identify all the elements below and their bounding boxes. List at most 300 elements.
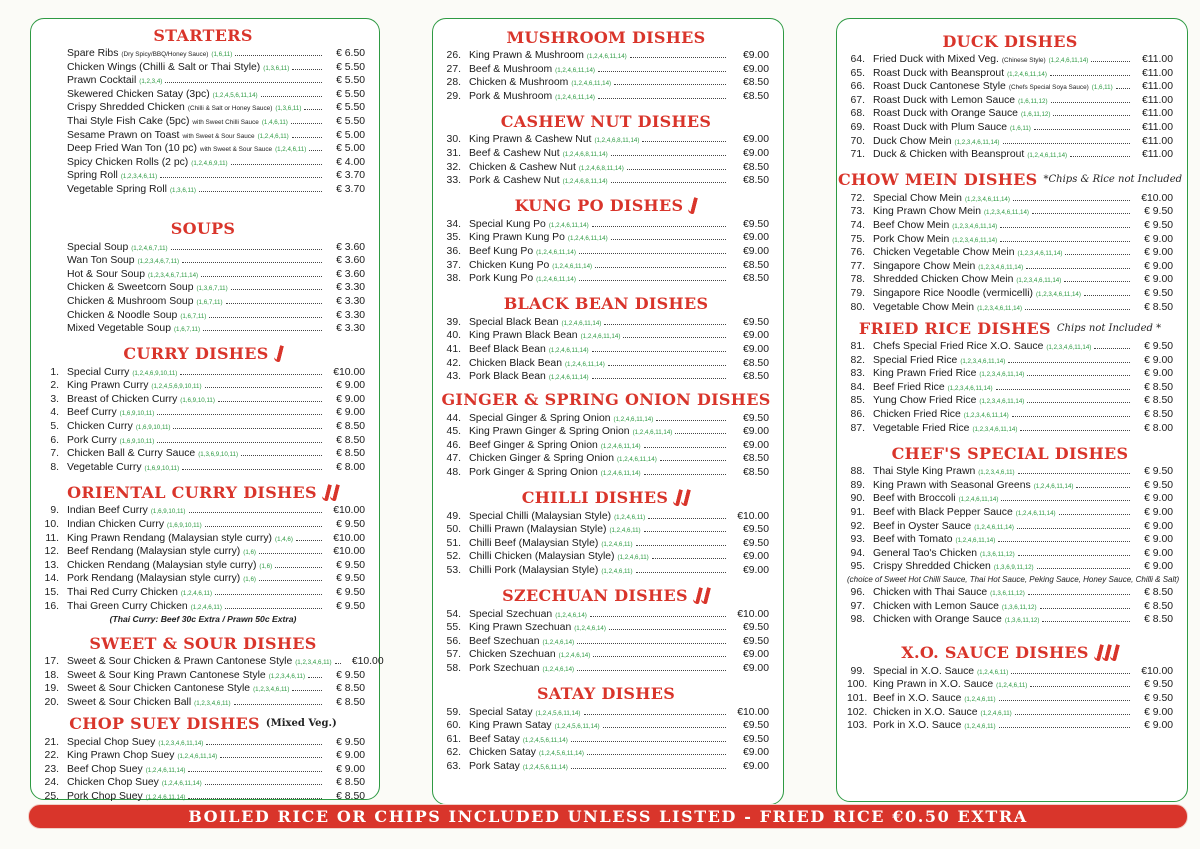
item-name: Chilli Pork (Malaysian Style) xyxy=(469,565,599,577)
item-name: Special Chop Suey xyxy=(67,736,156,748)
item-price: € 3.60 xyxy=(336,268,365,280)
allergen-codes: (1,2,4,6,11) xyxy=(614,513,646,521)
item-name: Duck & Chicken with Beansprout xyxy=(873,149,1025,161)
allergen-codes: (1,2,3,4) xyxy=(139,78,163,86)
item-name: Pork Rendang (Malaysian style curry) xyxy=(67,573,241,585)
item-description: (Chilli & Salt or Honey Sauce) xyxy=(187,105,273,113)
menu-item xyxy=(847,665,1173,679)
allergen-codes: (1,2,3,4,6,11,14) xyxy=(960,357,1006,365)
item-price: € 9.50 xyxy=(336,669,365,681)
allergen-codes: (1,2,3,4,6,11,14) xyxy=(952,236,998,244)
section-title: FRIED RICE DISHES xyxy=(858,318,1051,338)
item-number: 58. xyxy=(446,663,461,674)
section-heading xyxy=(847,29,1173,53)
item-name: Beef Chop Suey xyxy=(67,763,143,775)
allergen-codes: (1,2,3,4,6,11,14) xyxy=(947,384,993,392)
allergen-codes: (1,2,4,5,6,11,14) xyxy=(554,723,600,731)
allergen-codes: (1,2,4,6,11,14) xyxy=(1007,70,1047,78)
dot-leader xyxy=(1020,430,1130,431)
dot-leader xyxy=(1011,673,1130,674)
allergen-codes: (1,2,4,5,6,11,14) xyxy=(535,709,581,717)
item-price: €10.00 xyxy=(737,608,769,620)
item-number: 7. xyxy=(50,448,59,460)
item-name: Pork Kung Po xyxy=(469,273,534,285)
section-heading xyxy=(443,292,769,316)
menu-item xyxy=(41,295,365,309)
item-price: €8.50 xyxy=(742,467,769,479)
allergen-codes: (1,2,3,4,6,11) xyxy=(268,672,306,680)
allergen-codes: (1,6,9,10,11) xyxy=(150,508,186,516)
dot-leader xyxy=(1018,473,1130,474)
item-number: 5. xyxy=(50,421,59,433)
dot-leader xyxy=(1040,608,1130,609)
item-number: 59. xyxy=(446,706,461,718)
dot-leader xyxy=(275,567,322,568)
item-price: € 9.50 xyxy=(1144,206,1173,218)
allergen-codes: (1,6,9,10,11) xyxy=(135,424,171,432)
allergen-codes: (1,6,7,11) xyxy=(180,312,207,320)
item-name: King Prawn Curry xyxy=(67,380,149,392)
item-number: 49. xyxy=(446,510,461,522)
allergen-codes: (1,2,4,6,9,10,11) xyxy=(132,369,178,377)
item-number: 69. xyxy=(850,121,865,133)
dot-leader xyxy=(205,784,322,785)
menu-section xyxy=(443,682,769,774)
item-name: Beef Curry xyxy=(67,407,117,419)
item-description: (Chinese Style) xyxy=(1001,57,1046,64)
menu-item xyxy=(443,49,769,63)
menu-item xyxy=(443,466,769,480)
item-description: (Dry Spicy/BBQ/Honey Sauce) xyxy=(121,51,209,58)
allergen-codes: (1,2,3,4,6,11,14) xyxy=(1046,344,1092,352)
item-name: Pork Curry xyxy=(67,434,117,446)
item-number: 85. xyxy=(850,395,865,407)
item-name: Chilli Prawn (Malaysian Style) xyxy=(469,524,607,536)
menu-item xyxy=(443,259,769,273)
menu-section xyxy=(41,480,365,625)
allergen-codes: (1,2,4,6,11) xyxy=(257,132,289,140)
section-heading xyxy=(41,480,365,504)
item-price: € 9.50 xyxy=(1144,466,1173,478)
item-price: € 3.60 xyxy=(336,241,365,253)
menu-item xyxy=(847,67,1173,81)
item-number: 16. xyxy=(44,600,59,612)
item-name: Pork Chow Mein xyxy=(873,233,950,245)
dot-leader xyxy=(999,700,1130,701)
item-price: € 9.00 xyxy=(336,380,365,392)
dot-leader xyxy=(291,123,322,124)
item-number: 10. xyxy=(44,519,59,531)
item-number: 82. xyxy=(850,354,865,366)
dot-leader xyxy=(656,420,726,421)
allergen-codes: (1,2,3,4,6,7,11,14) xyxy=(147,271,199,279)
allergen-codes: (1,6,7,11) xyxy=(173,326,201,334)
item-name: Chicken & Cashew Nut xyxy=(469,161,576,173)
menu-item xyxy=(443,760,769,774)
dot-leader xyxy=(644,474,726,475)
section-title: BLACK BEAN DISHES xyxy=(503,294,709,314)
item-name: Singapore Rice Noodle (vermicelli) xyxy=(873,287,1033,299)
dot-leader xyxy=(614,84,726,85)
allergen-codes: (1,6,9,10,11) xyxy=(180,396,215,404)
item-name: King Prawn with Seasonal Greens xyxy=(873,479,1031,491)
item-number: 60. xyxy=(446,720,461,732)
item-name: Special Kung Po xyxy=(469,218,546,230)
item-number: 57. xyxy=(446,649,461,661)
dot-leader xyxy=(598,71,726,72)
chilli-rating xyxy=(674,489,690,506)
dot-leader xyxy=(205,387,322,388)
allergen-codes: (1,2,3,4,6,11,14) xyxy=(984,209,1029,217)
dot-leader xyxy=(611,155,726,156)
allergen-codes: (1,2,4,6,11) xyxy=(275,146,307,154)
item-price: €8.50 xyxy=(742,175,769,187)
menu-item xyxy=(847,148,1173,162)
item-price: € 9.00 xyxy=(1144,493,1173,505)
item-name: Chilli Beef (Malaysian Style) xyxy=(469,537,599,549)
menu-item xyxy=(847,586,1173,600)
allergen-codes: (1,2,4,6,14) xyxy=(542,638,575,646)
allergen-codes: (1,2,4,6,11,14) xyxy=(616,456,657,464)
allergen-codes: (1,2,3,4,6,11) xyxy=(253,686,290,694)
menu-item xyxy=(41,156,365,170)
item-price: € 4.00 xyxy=(336,156,365,168)
item-price: €8.50 xyxy=(742,371,769,383)
dot-leader xyxy=(188,771,322,772)
menu-item xyxy=(847,107,1173,121)
item-number: 66. xyxy=(850,81,865,93)
item-price: €9.00 xyxy=(742,426,769,438)
item-number: 68. xyxy=(850,108,865,120)
dot-leader xyxy=(1008,362,1130,363)
dot-leader xyxy=(577,643,726,644)
dot-leader xyxy=(231,289,322,290)
allergen-codes: (1,2,4,6,11,14) xyxy=(548,374,589,382)
allergen-codes: (1,6,9,10,11) xyxy=(144,464,180,472)
menu-item xyxy=(847,492,1173,506)
dot-leader xyxy=(1000,241,1130,242)
dot-leader xyxy=(1012,416,1130,417)
section-title: STARTERS xyxy=(153,25,253,45)
section-heading xyxy=(847,441,1173,465)
menu-item xyxy=(41,696,365,710)
menu-item xyxy=(41,268,365,282)
menu-item xyxy=(41,88,365,102)
item-name: Beef Kung Po xyxy=(469,245,534,257)
item-name: General Tao's Chicken xyxy=(873,547,978,559)
item-price: €9.00 xyxy=(742,649,769,661)
menu-item xyxy=(443,425,769,439)
item-name: Thai Green Curry Chicken xyxy=(67,600,188,612)
item-name: Breast of Chicken Curry xyxy=(67,393,178,405)
section-title: CURRY DISHES xyxy=(123,344,269,364)
item-number: 84. xyxy=(850,381,865,393)
allergen-codes: (1,6) xyxy=(243,549,256,557)
item-number: 8. xyxy=(50,461,59,473)
allergen-codes: (1,2,4,6,11,14) xyxy=(958,496,999,504)
allergen-codes: (1,6,9,10,11) xyxy=(119,437,155,445)
dot-leader xyxy=(201,276,322,277)
item-name: Chicken Fried Rice xyxy=(873,409,961,421)
allergen-codes: (1,2,3,4,6,11,14) xyxy=(964,195,1010,203)
menu-item xyxy=(443,218,769,232)
item-number: 93. xyxy=(850,534,865,546)
menu-section xyxy=(41,342,365,475)
item-name: Spring Roll xyxy=(67,170,118,182)
menu-item xyxy=(443,63,769,77)
menu-item xyxy=(41,393,365,407)
dot-leader xyxy=(611,182,726,183)
item-price: € 8.00 xyxy=(336,461,365,473)
item-number: 38. xyxy=(446,273,461,285)
menu-section xyxy=(847,29,1173,162)
dot-leader xyxy=(1084,295,1130,296)
item-number: 67. xyxy=(850,94,865,106)
item-name: Chicken Vegetable Chow Mein xyxy=(873,247,1015,259)
allergen-codes: (1,2,4,6,11) xyxy=(996,682,1028,690)
item-name: Pork Satay xyxy=(469,760,520,772)
dot-leader xyxy=(590,616,726,617)
allergen-codes: (1,3,6,9,10,11) xyxy=(198,451,239,459)
dot-leader xyxy=(160,177,322,178)
dot-leader xyxy=(1003,143,1131,144)
dot-leader xyxy=(660,460,726,461)
item-price: €11.00 xyxy=(1141,149,1173,161)
item-name: Mixed Vegetable Soup xyxy=(67,323,171,335)
item-number: 20. xyxy=(44,696,59,708)
menu-item xyxy=(443,174,769,188)
item-price: € 9.00 xyxy=(336,407,365,419)
item-number: 99. xyxy=(850,665,865,677)
dot-leader xyxy=(1050,75,1130,76)
item-price: €9.00 xyxy=(742,551,769,563)
item-price: € 8.50 xyxy=(336,790,365,802)
item-name: Sweet & Sour Chicken & Prawn Cantonese Style xyxy=(67,656,293,668)
item-price: € 9.00 xyxy=(336,750,365,762)
menu-item xyxy=(41,169,365,183)
item-price: € 9.50 xyxy=(336,600,365,612)
allergen-codes: (1,2,4,6,11,14) xyxy=(613,415,654,423)
allergen-codes: (1,2,4,6,11,14) xyxy=(1033,482,1074,490)
dot-leader xyxy=(1030,686,1130,687)
allergen-codes: (1,3,6,11,12) xyxy=(990,590,1025,597)
allergen-codes: (1,2,4,6,11,14) xyxy=(145,766,186,774)
item-number: 32. xyxy=(446,161,461,173)
item-name: Duck Chow Mein xyxy=(873,135,952,147)
item-price: € 9.50 xyxy=(336,573,365,585)
item-price: € 3.30 xyxy=(336,295,365,307)
item-price: €10.00 xyxy=(737,706,769,718)
menu-item xyxy=(443,133,769,147)
item-price: € 8.00 xyxy=(1144,422,1173,434)
item-name: Chicken Satay xyxy=(469,747,536,759)
item-number: 61. xyxy=(446,733,461,745)
allergen-codes: (1,2,4,5,6,11,14) xyxy=(522,763,568,771)
menu-section xyxy=(847,316,1173,435)
dot-leader xyxy=(1018,555,1130,556)
item-name: Pork Chop Suey xyxy=(67,790,143,802)
menu-item xyxy=(847,394,1173,408)
menu-item xyxy=(41,309,365,323)
item-description: with Sweet & Sour Sauce xyxy=(182,132,255,140)
dot-leader xyxy=(209,317,322,318)
item-number: 77. xyxy=(850,260,865,272)
item-name: Beef with Black Pepper Sauce xyxy=(873,507,1013,519)
menu-item xyxy=(41,763,365,777)
item-price: € 5.00 xyxy=(336,129,365,141)
item-number: 96. xyxy=(850,587,865,598)
allergen-codes: (1,6,11) xyxy=(1091,84,1113,92)
allergen-codes: (1,2,4,6,11,14) xyxy=(145,793,186,801)
item-price: € 3.30 xyxy=(336,282,365,294)
item-name: Shredded Chicken Chow Mein xyxy=(873,274,1014,286)
allergen-codes: (1,3,6,9,11,12) xyxy=(993,564,1034,572)
dot-leader xyxy=(171,249,322,250)
item-price: € 3.70 xyxy=(336,183,365,195)
section-title: SOUPS xyxy=(170,219,236,239)
menu-item xyxy=(847,121,1173,135)
item-name: King Prawn Satay xyxy=(469,720,552,732)
menu-item xyxy=(443,161,769,175)
item-price: € 9.00 xyxy=(1144,706,1173,718)
allergen-codes: (1,2,4,6,11,14) xyxy=(552,262,593,270)
item-price: € 8.50 xyxy=(336,448,365,460)
allergen-codes: (1,2,3,4,6,11,14) xyxy=(972,425,1018,433)
allergen-codes: (1,2,3,4,6,11,14) xyxy=(979,398,1025,406)
dot-leader xyxy=(579,253,726,254)
menu-item xyxy=(847,354,1173,368)
item-price: €10.00 xyxy=(1141,192,1173,204)
allergen-codes: (1,2,4,6,11,14) xyxy=(548,346,589,354)
dot-leader xyxy=(157,414,322,415)
item-price: €10.00 xyxy=(333,366,365,378)
dot-leader xyxy=(608,365,726,366)
dot-leader xyxy=(1094,348,1130,349)
item-price: € 5.50 xyxy=(336,61,365,73)
menu-item xyxy=(41,572,365,586)
dot-leader xyxy=(241,455,322,456)
section-heading xyxy=(443,584,769,608)
item-name: Pork & Cashew Nut xyxy=(469,175,560,187)
dot-leader xyxy=(604,324,726,325)
dot-leader xyxy=(571,741,726,742)
section-title: CASHEW NUT DISHES xyxy=(500,111,712,131)
allergen-codes: (1,2,4,6,11) xyxy=(617,554,649,562)
menu-item xyxy=(443,564,769,578)
dot-leader xyxy=(996,389,1130,390)
item-name: Roast Duck with Beansprout xyxy=(873,67,1005,79)
item-name: Beef Black Bean xyxy=(469,343,546,355)
allergen-codes: (1,2,4,6,11,14) xyxy=(974,523,1014,531)
item-price: € 5.50 xyxy=(336,102,365,114)
allergen-codes: (1,6,9,10,11) xyxy=(119,410,155,418)
item-number: 26. xyxy=(446,50,461,61)
menu-item xyxy=(41,600,365,614)
menu-item xyxy=(847,706,1173,720)
dot-leader xyxy=(998,541,1130,542)
menu-item xyxy=(443,76,769,90)
item-number: 101. xyxy=(847,692,868,704)
chilli-rating xyxy=(275,345,283,362)
item-price: €9.00 xyxy=(742,565,769,577)
menu-item xyxy=(443,648,769,662)
dot-leader xyxy=(206,744,322,745)
item-price: €10.00 xyxy=(333,546,365,558)
allergen-codes: (1,2,4,6,14) xyxy=(558,652,591,660)
item-name: Singapore Chow Mein xyxy=(873,260,976,272)
item-price: €9.50 xyxy=(742,218,769,230)
menu-item xyxy=(443,370,769,384)
dot-leader xyxy=(571,768,726,769)
item-price: € 8.50 xyxy=(1144,301,1173,313)
item-number: 50. xyxy=(446,524,461,536)
item-number: 90. xyxy=(850,493,865,505)
menu-item xyxy=(847,205,1173,219)
menu-item xyxy=(41,532,365,546)
item-price: € 9.00 xyxy=(1144,260,1173,272)
menu-section xyxy=(41,23,365,197)
item-number: 40. xyxy=(446,330,461,342)
menu-item xyxy=(41,183,365,197)
menu-column-1 xyxy=(30,18,384,802)
item-number: 76. xyxy=(850,247,865,259)
dot-leader xyxy=(1000,227,1130,228)
item-name: Thai Red Curry Chicken xyxy=(67,587,178,598)
dot-leader xyxy=(1076,487,1130,488)
allergen-codes: (1,2,3,4,6,11,14) xyxy=(1016,277,1062,285)
menu-item xyxy=(41,142,365,156)
dot-leader xyxy=(1059,514,1130,515)
item-name: Special Soup xyxy=(67,241,129,253)
item-number: 91. xyxy=(850,507,865,519)
dot-leader xyxy=(652,558,726,559)
menu-item xyxy=(443,412,769,426)
chilli-icon xyxy=(273,345,284,363)
item-number: 21. xyxy=(44,736,59,748)
dot-leader xyxy=(189,512,323,513)
item-name: Special Szechuan xyxy=(469,608,553,620)
item-number: 55. xyxy=(446,622,461,634)
menu-item xyxy=(41,366,365,380)
item-price: € 9.50 xyxy=(336,519,365,531)
item-name: Chicken Chop Suey xyxy=(67,777,159,789)
dot-leader xyxy=(1037,568,1130,569)
item-name: Beef Ginger & Spring Onion xyxy=(469,439,598,451)
item-name: Chilli Chicken (Malaysian Style) xyxy=(469,551,615,563)
dot-leader xyxy=(1091,61,1130,62)
menu-item xyxy=(41,281,365,295)
menu-section xyxy=(838,168,1183,314)
item-price: €8.50 xyxy=(742,77,769,89)
allergen-codes: (1,6) xyxy=(259,562,273,570)
dot-leader xyxy=(296,540,322,541)
item-price: € 9.50 xyxy=(336,559,365,571)
menu-item xyxy=(41,447,365,461)
item-price: € 9.50 xyxy=(1144,679,1173,691)
dot-leader xyxy=(648,518,726,519)
item-price: € 8.50 xyxy=(1144,587,1173,598)
item-price: €9.50 xyxy=(742,524,769,536)
menu-item xyxy=(847,381,1173,395)
item-number: 94. xyxy=(850,547,865,559)
item-name: Pork Black Bean xyxy=(469,371,546,383)
allergen-codes: (1,2,4,6,11,14) xyxy=(548,221,589,229)
chilli-icon xyxy=(687,197,698,215)
item-number: 83. xyxy=(850,368,865,380)
allergen-codes: (1,2,4,6,11,14) xyxy=(955,537,996,545)
allergen-codes: (1,2,3,4,6,11) xyxy=(194,699,231,707)
section-footnote: (choice of Sweet Hot Chilli Sauce, Thai Hot Sauce, Peking Sauce, Honey Sauce, Chilli & Salt) xyxy=(847,575,1180,584)
